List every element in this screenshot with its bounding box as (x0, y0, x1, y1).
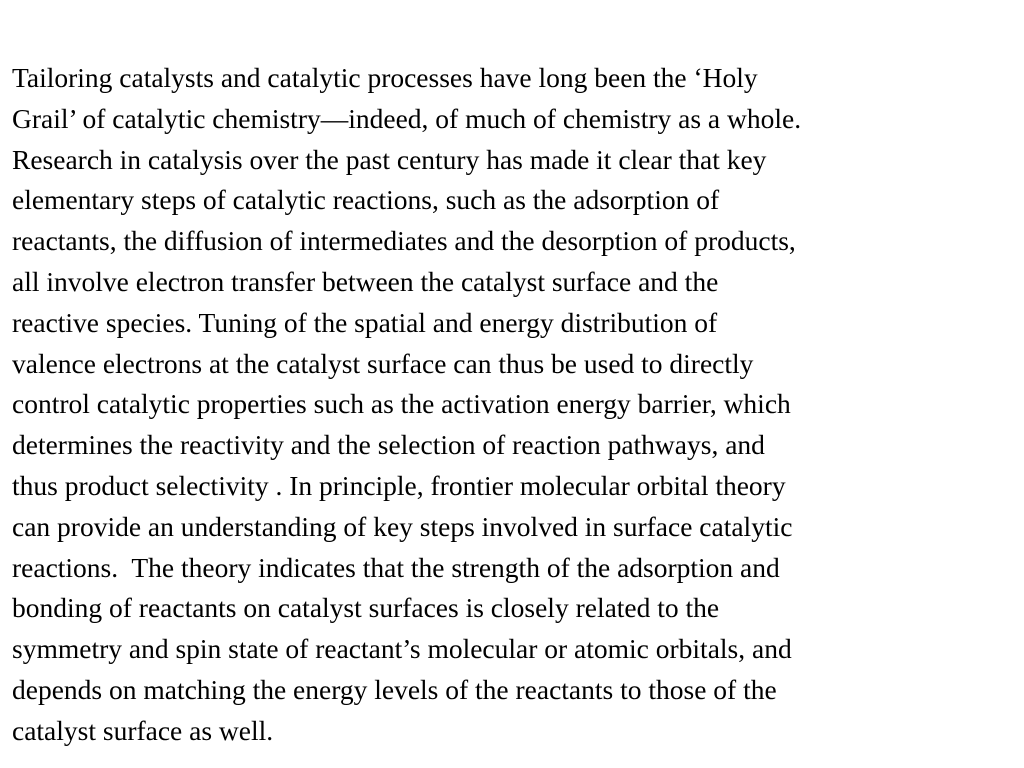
paragraph-line: catalyst surface as well. (12, 714, 274, 746)
body-paragraph (12, 58, 1012, 752)
paragraph-line: symmetry and spin state of reactant’s molecular or atomic orbitals, and (12, 633, 792, 665)
paragraph-line: all involve electron transfer between the catalyst surface and the (12, 265, 719, 297)
paragraph-line: bonding of reactants on catalyst surfaces is closely related to the (12, 592, 720, 624)
paragraph-line: determines the reactivity and the selection of reaction pathways, and (12, 429, 765, 461)
paragraph-line: reactions. The theory indicates that the strength of the adsorption and (12, 551, 780, 583)
paragraph-line: depends on matching the energy levels of the reactants to those of the (12, 673, 777, 705)
paragraph-line: elementary steps of catalytic reactions, such as the adsorption of (12, 184, 720, 216)
paragraph-line: thus product selectivity . In principle, frontier molecular orbital theory (12, 469, 786, 501)
paragraph-line: reactive species. Tuning of the spatial and energy distribution of (12, 306, 718, 338)
paragraph-line: valence electrons at the catalyst surface can thus be used to directly (12, 347, 754, 379)
paragraph-line: Research in catalysis over the past century has made it clear that key (12, 143, 767, 175)
paragraph-line: control catalytic properties such as the activation energy barrier, which (12, 388, 791, 420)
paragraph-line: Tailoring catalysts and catalytic processes have long been the ‘Holy (12, 62, 758, 93)
paragraph-line: Grail’ of catalytic chemistry—indeed, of much of chemistry as a whole. (12, 102, 802, 134)
paragraph-line: reactants, the diffusion of intermediates and the desorption of products, (12, 225, 796, 257)
paragraph-line: can provide an understanding of key steps involved in surface catalytic (12, 510, 793, 542)
